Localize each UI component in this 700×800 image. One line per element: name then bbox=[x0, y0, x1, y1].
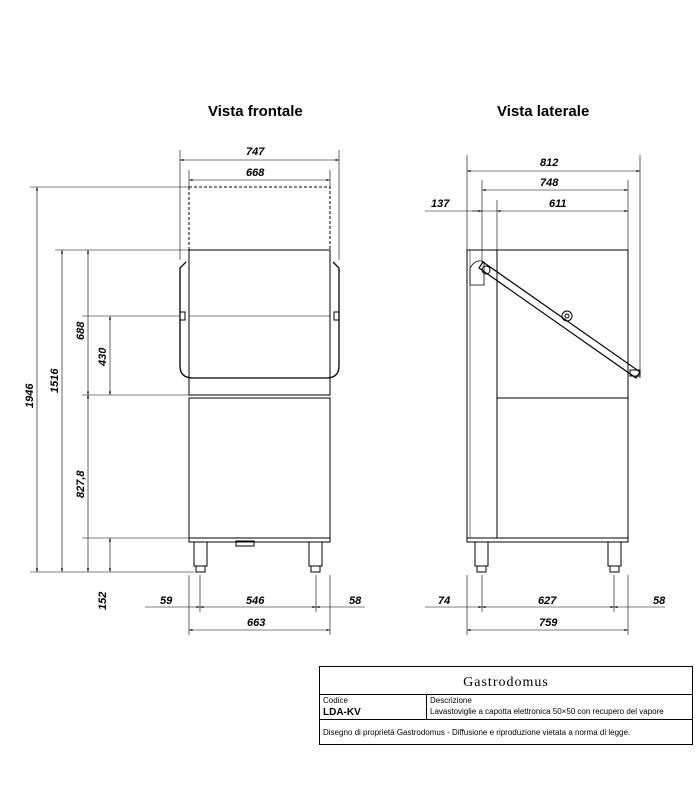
brand-logo bbox=[320, 667, 692, 695]
foot-left bbox=[194, 542, 207, 566]
code-cell bbox=[320, 694, 427, 720]
dim-688: 688 bbox=[75, 321, 87, 340]
dim-668: 668 bbox=[246, 167, 265, 179]
dim-546: 546 bbox=[246, 595, 265, 607]
hood-handle bbox=[180, 262, 339, 378]
cabinet-body bbox=[189, 398, 330, 538]
side-hood-body bbox=[497, 250, 628, 398]
dim-627: 627 bbox=[538, 595, 557, 607]
ownership-note: Disegno di proprietà Gastrodomus - Diffusione e riproduzione vietata a norma di legge. bbox=[323, 728, 631, 737]
dim-430: 430 bbox=[97, 347, 109, 366]
front-view-title: Vista frontale bbox=[208, 103, 303, 120]
side-hood-arm bbox=[479, 262, 640, 378]
dim-748: 748 bbox=[540, 177, 559, 189]
foot-right bbox=[309, 542, 322, 566]
dim-812: 812 bbox=[540, 157, 559, 169]
hood-open-outline bbox=[189, 187, 330, 250]
dim-663: 663 bbox=[247, 617, 266, 629]
dim-59: 59 bbox=[160, 595, 173, 607]
hood-body bbox=[189, 250, 330, 395]
side-arm-pivot bbox=[562, 311, 572, 321]
dim-611: 611 bbox=[549, 198, 567, 210]
description-label: Descrizione bbox=[430, 696, 472, 705]
dim-1516: 1516 bbox=[49, 368, 61, 393]
side-foot-left bbox=[475, 542, 488, 566]
code-value: LDA-KV bbox=[323, 707, 361, 718]
side-base-plate bbox=[467, 538, 628, 542]
front-dimension-lines bbox=[30, 150, 365, 635]
dim-747: 747 bbox=[246, 146, 265, 158]
dim-74: 74 bbox=[438, 595, 451, 607]
side-dimension-lines bbox=[425, 155, 665, 635]
brand-name: Gastrodomus bbox=[463, 675, 549, 690]
code-label: Codice bbox=[323, 696, 348, 705]
side-foot-right bbox=[608, 542, 621, 566]
side-cabinet bbox=[497, 398, 628, 538]
dim-1946: 1946 bbox=[24, 383, 36, 408]
side-view bbox=[467, 250, 640, 572]
dim-152: 152 bbox=[97, 591, 109, 610]
title-block bbox=[319, 666, 693, 745]
dim-58-side: 58 bbox=[653, 595, 666, 607]
base-plate bbox=[189, 538, 330, 542]
side-view-title: Vista laterale bbox=[497, 103, 590, 120]
dim-827: 827,8 bbox=[75, 470, 87, 498]
front-view bbox=[180, 187, 339, 572]
description-cell bbox=[427, 694, 692, 720]
dim-58-front: 58 bbox=[349, 595, 362, 607]
dim-137: 137 bbox=[431, 198, 450, 210]
dim-759: 759 bbox=[539, 617, 558, 629]
description-value: Lavastoviglie a capotta elettronica 50×50 con recupero del vapore bbox=[430, 707, 664, 716]
